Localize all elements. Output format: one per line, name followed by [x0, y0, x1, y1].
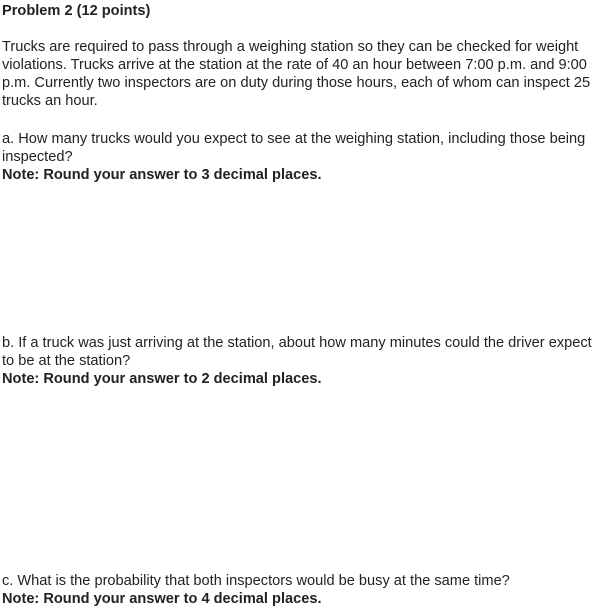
question-a-text: a. How many trucks would you expect to see at the weighing station, including those being inspected? — [2, 131, 586, 165]
question-c-note: Note: Round your answer to 4 decimal places. — [2, 591, 322, 607]
problem-intro: Trucks are required to pass through a weighing station so they can be checked for weight violations. Trucks arrive at the station at the rate of 40 an hour between 7:00 p.m. and 9:00 p.m. Currently two inspectors are on duty during those hours, each of whom can inspect 25 trucks an hour. — [2, 39, 591, 109]
question-c-text: c. What is the probability that both inspectors would be busy at the same time? — [2, 573, 510, 589]
question-c — [2, 572, 602, 608]
problem-title: Problem 2 (12 points) — [2, 3, 151, 19]
question-b — [2, 334, 602, 388]
question-a — [2, 130, 602, 184]
question-a-note: Note: Round your answer to 3 decimal places. — [2, 167, 322, 183]
question-b-text: b. If a truck was just arriving at the station, about how many minutes could the driver expect to be at the station? — [2, 335, 592, 369]
question-b-note: Note: Round your answer to 2 decimal places. — [2, 371, 322, 387]
